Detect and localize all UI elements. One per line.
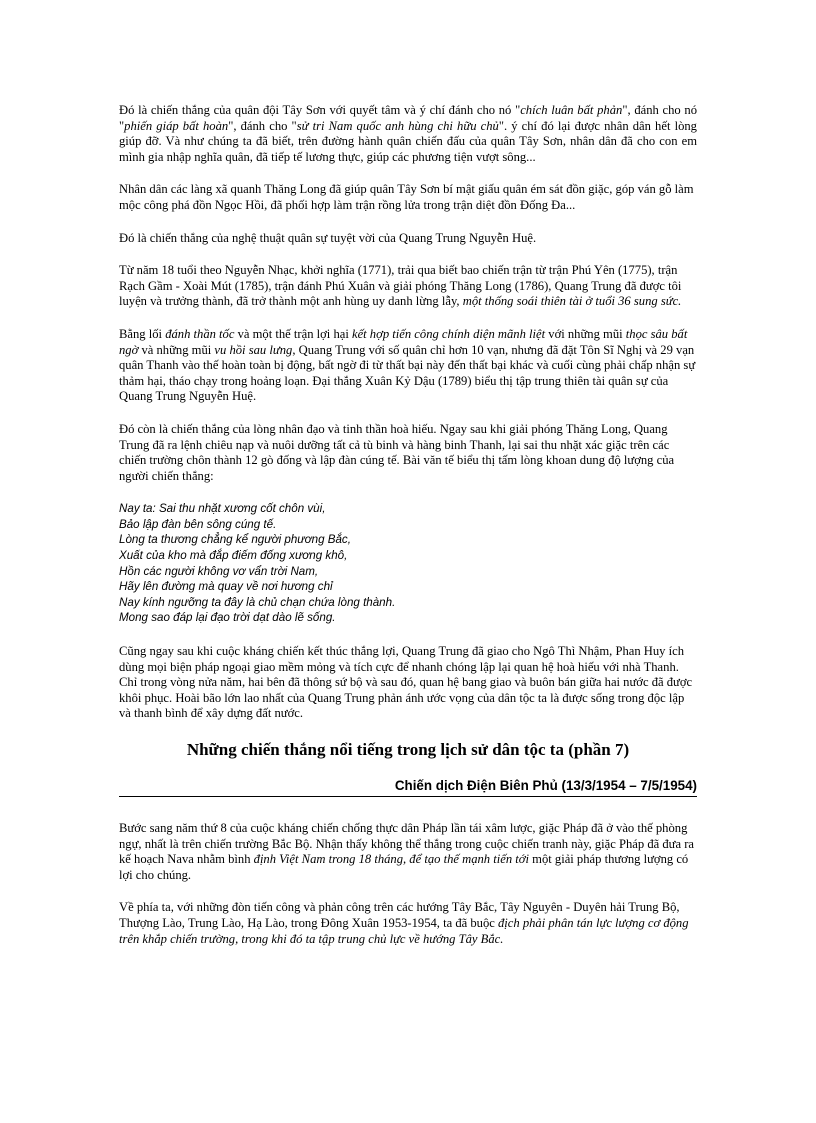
section-heading: Những chiến thắng nổi tiếng trong lịch sử dân tộc ta (phần 7) (186, 740, 630, 759)
text-run: , Quang Trung với số quân chỉ hơn 10 vạn, nhưng đã đặt Tôn Sĩ Nghị và 29 vạn quân Thanh vào thế hoàn toàn bị động, bất ngờ đi từ thất bại này đến thất bại khác và cuối cùng phải chấp nhận sự thảm hại, tháo chạy trong hoảng loạn. Đại thắng Xuân Kỷ Dậu (1789) biểu thị tập trung thiên tài quân sự của Quang Trung Nguyễn Huệ. (119, 342, 696, 404)
paragraph-tactics (119, 327, 697, 405)
italic-phrase: định Việt Nam trong 18 tháng, để tạo thế mạnh tiến tới (253, 852, 530, 867)
paragraph-villagers: Nhân dân các làng xã quanh Thăng Long đã giúp quân Tây Sơn bí mật giấu quân ém sát đồn giặc, góp ván gỗ làm mộc công phá đồn Ngọc Hồi, đã phối hợp làm trận rồng lửa trong trận diệt đồn Đống Đa... (119, 182, 694, 212)
poem-line: Nay ta: Sai thu nhặt xương cốt chôn vùi, (119, 502, 326, 516)
paragraph-diplomacy: Cũng ngay sau khi cuộc kháng chiến kết thúc thắng lợi, Quang Trung đã giao cho Ngô Thì Nhậm, Phan Huy ích dùng mọi biện pháp ngoại giao mềm mỏng và tích cực để nhanh chóng lập lại quan hệ hoà hiếu với nhà Thanh. Chỉ trong vòng nửa năm, hai bên đã thông sứ bộ và sau đó, quan hệ bang giao và buôn bán giữa hai nước đã được khôi phục. Hoài bão lớn lao nhất của Quang Trung phản ánh ước vọng của dân tộc ta là được sống trong độc lập và thanh bình để xây dựng đất nước. (119, 644, 693, 721)
text-run: và những mũi (138, 342, 215, 357)
section-subheading: Chiến dịch Điện Biên Phủ (13/3/1954 – 7/5/1954) (119, 777, 697, 797)
italic-phrase: địch phải phân tán lực lượng cơ động trên khắp chiến trường, trong khi đó ta tập trung chủ lực về hướng Tây Bắc. (119, 915, 689, 946)
text-run: Từ năm 18 tuổi theo Nguyễn Nhạc, khởi nghĩa (1771), trải qua biết bao chiến trận từ trận Phú Yên (1775), trận Rạch Gầm - Xoài Mút (1785), trận đánh Phú Xuân và giải phóng Thăng Long (1786), Quang Trung đã được tôi luyện và trưởng thành, đã trở thành một anh hùng uy danh lừng lẫy, (119, 263, 682, 309)
italic-phrase: một thống soái thiên tài ở tuổi 36 sung sức. (462, 294, 682, 309)
italic-phrase: thọc sâu bất ngờ (119, 326, 688, 357)
poem-line: Hồn các người không vơ vẩn trời Nam, (119, 564, 319, 578)
document-page (119, 103, 697, 964)
paragraph-taysan-will (119, 103, 697, 165)
poem-line: Mong sao đáp lại đạo trời dạt dào lẽ sống. (119, 611, 336, 625)
paragraph-navarre-plan (119, 821, 697, 883)
paragraph-humanity: Đó còn là chiến thắng của lòng nhân đạo và tinh thần hoà hiếu. Ngay sau khi giải phóng Thăng Long, Quang Trung đã ra lệnh chiêu nạp và nuôi dưỡng tất cả tù binh và hàng binh Thanh, lại sai thu nhặt xác giặc trên các chiến trường chôn thành 12 gò đống và lập đàn cúng tế. Bài văn tế biểu thị tấm lòng khoan dung độ lượng của người chiến thắng: (119, 421, 675, 483)
paragraph-military-art: Đó là chiến thắng của nghệ thuật quân sự tuyệt vời của Quang Trung Nguyễn Huệ. (119, 230, 537, 245)
italic-phrase: kết hợp tiến công chính diện mãnh liệt (351, 326, 546, 341)
poem-line: Hãy lên đường mà quay về nơi hương chỉ (119, 580, 333, 594)
text-run: và một thế trận lợi hại (234, 326, 352, 341)
poem-line: Xuất của kho mà đắp điếm đống xương khô, (119, 549, 348, 563)
paragraph-our-side (119, 900, 697, 947)
text-run: Đó là chiến thắng của quân đội Tây Sơn với quyết tâm và ý chí đánh cho nó " (119, 103, 521, 117)
funeral-oration-poem (119, 501, 697, 626)
poem-line: Lòng ta thương chẳng kể người phương Bắc, (119, 533, 351, 547)
poem-line: Bảo lập đàn bên sông cúng tế. (119, 517, 277, 531)
text-run: Bằng lối (119, 326, 166, 341)
text-run: ", đánh cho nó " (119, 103, 697, 133)
text-run: Về phía ta, với những đòn tiến công và phản công trên các hướng Tây Bắc, Tây Nguyên - Duyên hải Trung Bộ, Thượng Lào, Trung Lào, Hạ Lào, trong Đông Xuân 1953-1954, ta đã buộc (119, 900, 680, 930)
text-run: Bước sang năm thứ 8 của cuộc kháng chiến chống thực dân Pháp lần tái xâm lược, giặc Pháp đã ở vào thế phòng ngự, nhất là trên chiến trường Bắc Bộ. Nhận thấy không thể thắng trong cuộc chiến tranh này, giặc Pháp đã đưa ra kế hoạch Nava nhằm bình (119, 821, 695, 867)
text-run: với những mũi (545, 326, 626, 341)
paragraph-biography (119, 263, 697, 310)
italic-quote: phiến giáp bất hoàn (124, 118, 229, 133)
italic-phrase: vu hồi sau lưng (214, 342, 293, 357)
italic-quote: chích luân bất phản (520, 103, 623, 117)
italic-phrase: đánh thần tốc (165, 326, 235, 341)
text-run: ", đánh cho " (228, 118, 297, 133)
text-run: một giải pháp thương lượng có lợi cho chúng. (119, 852, 689, 882)
poem-line: Nay kính ngưỡng ta đây là chủ chạn chứa lòng thành. (119, 595, 396, 609)
italic-quote: sử tri Nam quốc anh hùng chi hữu chủ (296, 118, 499, 133)
text-run: ". ý chí đó lại được nhân dân hết lòng giúp đỡ. Và như chúng ta đã biết, trên đường hành quân chiến đấu của quân Tây Sơn, nhân dân đã cho con em mình gia nhập nghĩa quân, đã tiếp tế lương thực, giúp các phương tiện vượt sông... (119, 118, 697, 164)
